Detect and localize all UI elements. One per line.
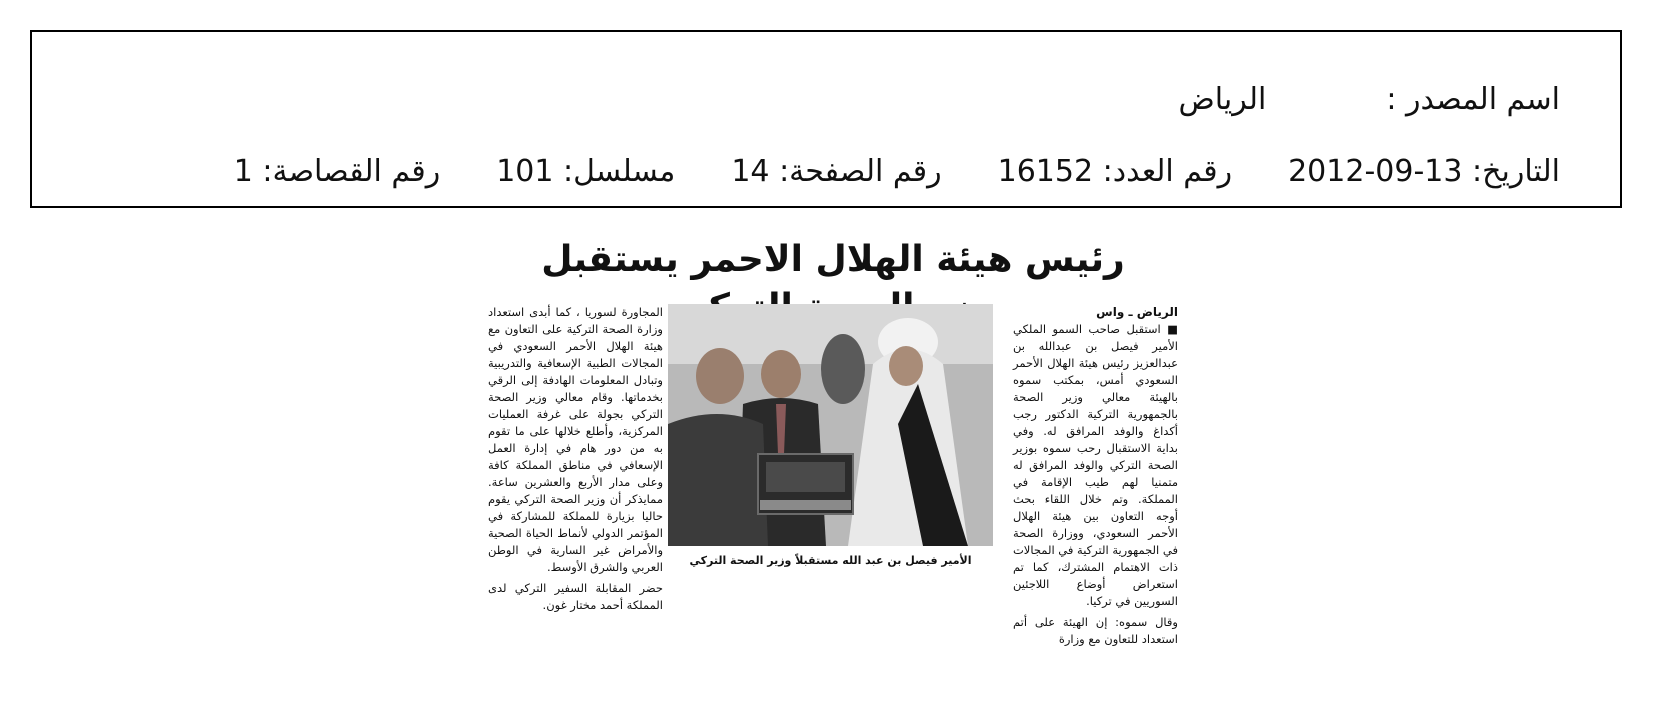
issue-number-field: رقم العدد: 16152 xyxy=(997,154,1233,189)
metadata-line xyxy=(72,154,1560,189)
article-paragraph: وقال سموه: إن الهيئة على أتم استعداد للتعاون مع وزارة xyxy=(1013,615,1178,646)
source-value: الرياض xyxy=(1178,82,1267,117)
article-paragraph: المجاورة لسوريا ، كما أبدى استعداد وزارة الصحة التركية على التعاون مع هيئة الهلال الأحمر السعودي في المجالات الطبية الإسعافية والتدريبية وتبادل المعلومات الهادفة إلى الرقي بخدماتها. وقام معالي وزير الصحة التركي بجولة على غرفة العمليات المركزية، وأطلع خلالها على ما تقوم به من دور هام في إدارة العمل الإسعافي في مناطق المملكة كافة وعلى مدار الأربع والعشرين ساعة. ممايذكر أن وزير الصحة التركي يقوم حاليا بزيارة للمملكة للمشاركة في المؤتمر الدولي لأنماط الحياة الصحية والأمراض غير السارية في الوطن العربي والشرق الأوسط. xyxy=(488,305,663,574)
article-paragraph: ■ استقبل صاحب السمو الملكي الأمير فيصل بن عبدالله بن عبدالعزيز رئيس هيئة الهلال الأحمر السعودي أمس، بمكتب سموه بالهيئة معالي وزير الصحة بالجمهورية التركية الدكتور رجب أكداغ والوفد المرافق له. وفي بداية الاستقبال رحب سموه بوزير الصحة التركي والوفد المرافق له متمنيا لهم طيب الإقامة في المملكة. وتم خلال اللقاء بحث أوجه التعاون بين هيئة الهلال الأحمر السعودي، ووزارة الصحة في الجمهورية التركية في المجالات ذات الاهتمام المشترك، كما تم استعراض أوضاع اللاجئين السوريين في تركيا. xyxy=(1012,322,1178,608)
article-column-right xyxy=(1013,304,1178,652)
source-info-box xyxy=(30,30,1622,208)
clip-number-field: رقم القصاصة: 1 xyxy=(233,154,441,189)
source-line xyxy=(72,82,1560,117)
newspaper-clipping xyxy=(488,236,1178,716)
photo-caption: الأمير فيصل بن عبد الله مستقبلاً وزير الصحة التركي xyxy=(689,554,972,567)
article-dateline: الرياض ـ واس xyxy=(1096,305,1178,319)
date-field: التاريخ: 13-09-2012 xyxy=(1288,154,1560,189)
article-column-left xyxy=(488,304,663,618)
article-photo xyxy=(668,304,993,546)
serial-field: مسلسل: 101 xyxy=(496,154,676,189)
article-paragraph: حضر المقابلة السفير التركي لدى المملكة أحمد مختار غون. xyxy=(488,581,663,612)
article-headline: رئيس هيئة الهلال الاحمر يستقبل xyxy=(541,239,1125,280)
source-label: اسم المصدر : xyxy=(1386,82,1560,117)
page-number-field: رقم الصفحة: 14 xyxy=(731,154,942,189)
